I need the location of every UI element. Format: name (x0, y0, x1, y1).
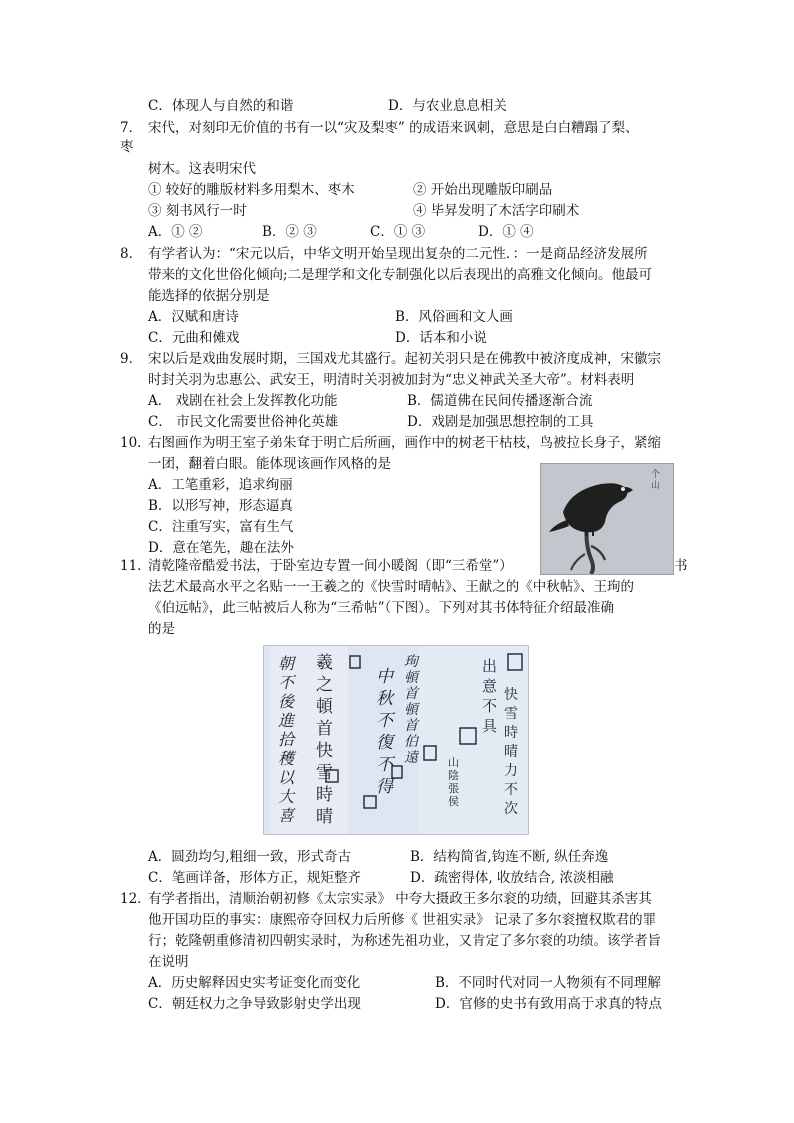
q11-stem-line2: 法艺术最高水平之名贴一一王羲之的《快雪时晴帖》、王献之的《中秋帖》、王珣的 (148, 579, 634, 595)
painting-seal-text: 个山 (651, 470, 661, 491)
q7-item-2: ② 开始出现雕版印刷品 (413, 182, 553, 198)
q12-stem-line3: 行；乾隆朝重修清初四朝实录时，为称述先祖功业，又肯定了多尔衮的功绩。该学者旨 (148, 933, 661, 949)
q6-option-c: C．体现人与自然的和谐 (148, 98, 294, 114)
q10-option-d: D．意在笔先，趣在法外 (148, 540, 294, 556)
q10-option-b: B．以形写神，形态逼真 (148, 498, 293, 514)
q8-stem-line3: 能选择的依据分别是 (148, 288, 270, 304)
q8-stem-line1: 有学者认为：“宋元以后，中华文明开始呈现出复杂的二元性．：一是商品经济发展所 (148, 246, 648, 262)
q8-option-d: D．话本和小说 (395, 330, 487, 346)
q12-option-b: B．不同时代对同一人物须有不同理解 (435, 975, 661, 991)
q10-option-c: C．注重写实，富有生气 (148, 519, 294, 535)
bird-painting-image (540, 463, 674, 575)
q7-number: 7． (120, 120, 143, 136)
q8-number: 8． (120, 246, 143, 262)
q9-option-a: A． 戏剧在社会上发挥教化功能 (148, 393, 338, 409)
q12-stem-line1: 有学者指出，清顺治朝初修《太宗实录》 中夸大摄政王多尔衮的功绩，回避其杀害其 (148, 891, 652, 907)
q9-option-b: B．儒道佛在民间传播逐渐合流 (407, 393, 593, 409)
q9-option-c: C． 市民文化需要世俗神化英雄 (148, 414, 339, 430)
q12-stem-line4: 在说明 (148, 954, 189, 970)
q8-stem-line2: 带来的文化世俗化倾向;二是理学和文化专制强化以后表现出的高雅文化倾向。他最可 (148, 267, 653, 283)
q10-option-a: A．工笔重彩，追求绚丽 (148, 477, 293, 493)
q10-number: 10． (120, 435, 151, 451)
q7-option-c: C．① ③ (370, 224, 426, 240)
q11-stem-line3: 《伯远帖》，此三帖被后人称为“三希帖”（下图）。下列对其书体特征介绍最准确 (148, 600, 615, 616)
calligraphy-column-1: 朝不後進拾穫以大喜 (278, 654, 295, 825)
q10-stem-line2: 一团，翻着白眼。能体现该画作风格的是 (148, 456, 391, 472)
q8-option-c: C．元曲和傩戏 (148, 330, 240, 346)
q9-number: 9． (120, 351, 143, 367)
q10-stem-line1: 右图画作为明王室子弟朱耷于明亡后所画，画作中的树老干枯枝，鸟被拉长身子，紧缩 (148, 435, 661, 451)
q9-stem-line1: 宋以后是戏曲发展时期，三国戏尤其盛行。起初关羽只是在佛教中被济度成神，宋徽宗 (148, 351, 661, 367)
q11-option-a: A．圆劲均匀,粗细一致，形式奇古 (148, 849, 352, 865)
calligraphy-column-3: 中秋不復不得 (376, 667, 393, 797)
q11-stem-line1-tail: 书 (674, 558, 688, 574)
calligraphy-column-2: 羲之頓首快雪時晴 (316, 653, 333, 827)
q7-item-1: ① 较好的雕版材料多用梨木、枣木 (148, 182, 355, 198)
q11-option-c: C．笔画详备，形体方正，规矩整齐 (148, 870, 361, 886)
q11-option-b: B．结构简省,钩连不断, 纵任奔逸 (410, 849, 609, 865)
calligraphy-column-4: 山陰張侯 (448, 756, 459, 808)
q12-option-c: C．朝廷权力之争导致影射史学出现 (148, 996, 361, 1012)
q9-option-d: D．戏剧是加强思想控制的工具 (407, 414, 594, 430)
calligraphy-column-7: 快雪時晴力不次 (504, 687, 518, 817)
q12-option-a: A．历史解释因史实考证变化而变化 (148, 975, 361, 991)
q7-item-4: ④ 毕昇发明了木活字印刷术 (413, 203, 580, 219)
q7-stem-line1: 宋代，对刻印无价值的书有一以“灾及梨枣” 的成语来讽刺，意思是白白糟蹋了梨、 (148, 120, 639, 136)
q7-stem-line3: 树木。这表明宋代 (148, 161, 256, 177)
calligraphy-column-5: 珣頓首頓首伯遠 (404, 654, 418, 766)
q11-option-d: D．疏密得体, 收放结合, 浓淡相融 (410, 870, 614, 886)
q7-option-a: A．① ② (148, 224, 203, 240)
q8-option-a: A．汉赋和唐诗 (148, 309, 239, 325)
q7-stem-line2: 枣 (120, 139, 134, 155)
q7-item-3: ③ 刻书风行一时 (148, 203, 247, 219)
q9-stem-line2: 时封关羽为忠惠公、武安王，明清时关羽被加封为“忠义神武关圣大帝”。材料表明 (148, 372, 635, 388)
q11-number: 11． (120, 558, 151, 574)
q11-stem-line1: 清乾隆帝酷爱书法，于卧室边专置一间小暖阁（即“三希堂”） (148, 558, 513, 574)
q12-stem-line2: 他开国功臣的事实：康熙帝夺回权力后所修《 世祖实录》 记录了多尔衮擅权欺君的罪 (148, 912, 657, 928)
three-rarities-calligraphy-image (263, 645, 529, 835)
q12-option-d: D．官修的史书有致用高于求真的特点 (435, 996, 662, 1012)
q7-option-d: D．① ④ (478, 224, 534, 240)
q8-option-b: B．风俗画和文人画 (395, 309, 513, 325)
q7-option-b: B．② ③ (262, 224, 317, 240)
q11-stem-line4: 的是 (148, 621, 175, 637)
calligraphy-column-6: 出意不具 (482, 657, 498, 735)
q12-number: 12． (120, 891, 151, 907)
q6-option-d: D．与农业息息相关 (388, 98, 507, 114)
